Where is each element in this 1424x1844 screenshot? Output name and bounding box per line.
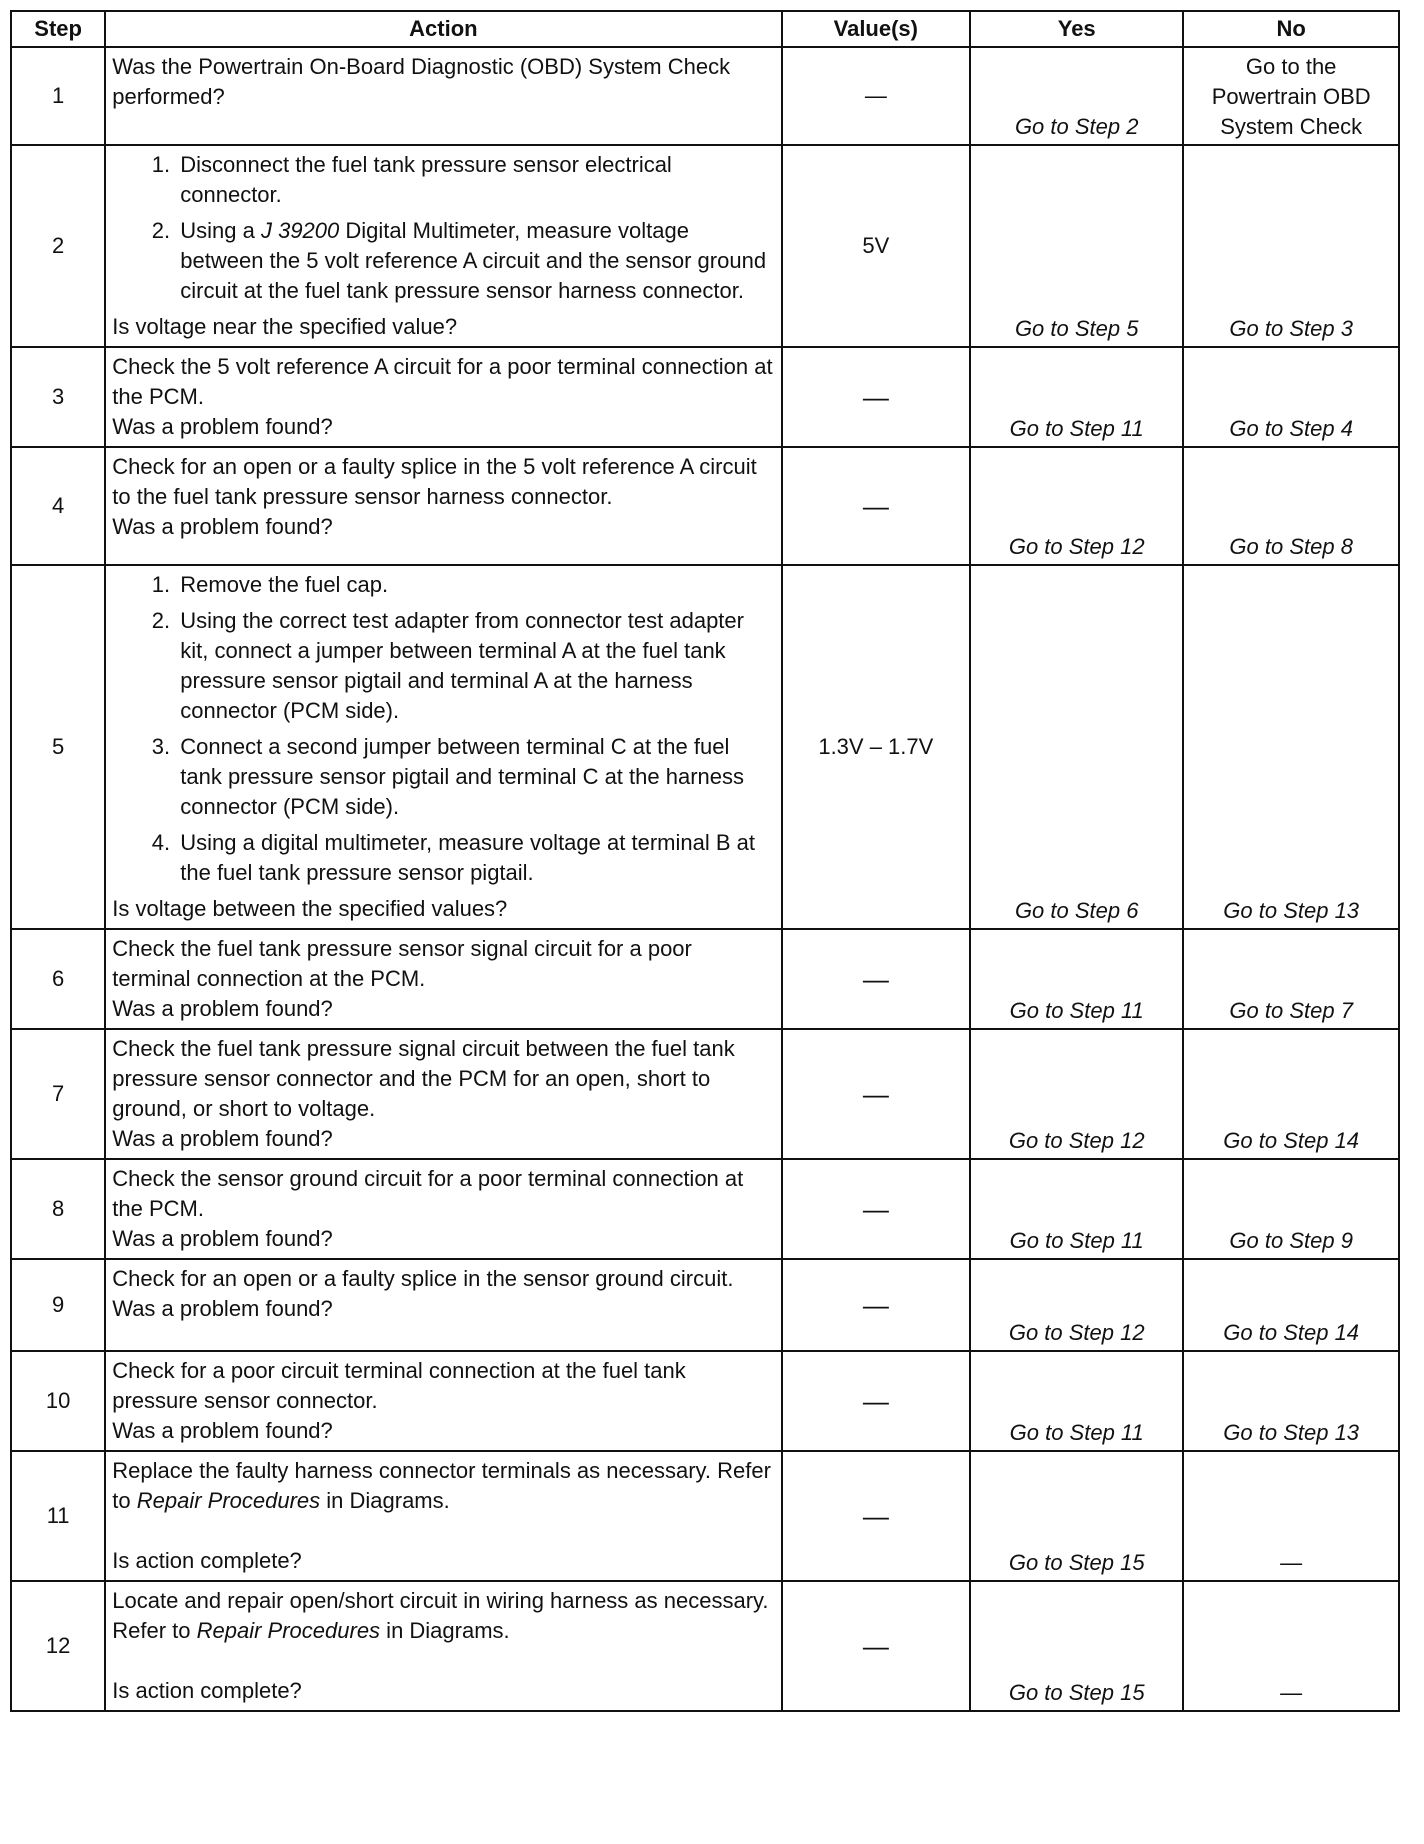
no-cell: — <box>1183 1581 1399 1711</box>
question-text: Was a problem found? <box>112 1126 333 1151</box>
yes-cell: Go to Step 12 <box>970 1029 1183 1159</box>
value-cell: — <box>782 1259 971 1351</box>
step-number: 9 <box>11 1259 105 1351</box>
action-text: Check the fuel tank pressure sensor signal circuit for a poor terminal connection at the PCM. <box>112 936 692 991</box>
diagnostic-table <box>10 10 1400 1712</box>
reference-title: Repair Procedures <box>136 1488 321 1513</box>
reference-title: Repair Procedures <box>196 1618 381 1643</box>
table-row <box>11 47 1399 145</box>
no-cell: Go to Step 4 <box>1183 347 1399 447</box>
step-number: 5 <box>11 565 105 929</box>
table-row <box>11 1451 1399 1581</box>
question-text: Is action complete? <box>112 1548 302 1573</box>
header-row <box>11 11 1399 47</box>
value-cell: — <box>782 1159 971 1259</box>
step-number: 1 <box>11 47 105 145</box>
action-text-part: in Diagrams. <box>380 1618 510 1643</box>
step-number: 2 <box>11 145 105 347</box>
action-text-part: in Diagrams. <box>320 1488 450 1513</box>
question-text: Was a problem found? <box>112 1226 333 1251</box>
step-number: 6 <box>11 929 105 1029</box>
table-row <box>11 1159 1399 1259</box>
list-item: 1. Remove the fuel cap. <box>176 570 774 600</box>
table-row <box>11 1351 1399 1451</box>
value-cell: — <box>782 929 971 1029</box>
no-cell: Go to Step 13 <box>1183 565 1399 929</box>
action-text: Check for an open or a faulty splice in the sensor ground circuit. <box>112 1266 734 1291</box>
value-cell: — <box>782 1029 971 1159</box>
no-cell: Go to Step 9 <box>1183 1159 1399 1259</box>
no-line: Go to the <box>1245 54 1337 79</box>
action-list <box>112 150 774 306</box>
action-cell <box>105 1159 781 1259</box>
step-number: 8 <box>11 1159 105 1259</box>
action-list <box>112 570 774 888</box>
table-row <box>11 565 1399 929</box>
yes-cell: Go to Step 2 <box>970 47 1183 145</box>
question-text: Was a problem found? <box>112 414 333 439</box>
header-action: Action <box>105 11 781 47</box>
list-item: 3. Connect a second jumper between terminal C at the fuel tank pressure sensor pigtail and terminal C at the harness connector (PCM side). <box>176 732 774 822</box>
question-text: Is voltage between the specified values? <box>112 896 508 921</box>
action-cell <box>105 1581 781 1711</box>
action-text: Check for an open or a faulty splice in the 5 volt reference A circuit to the fuel tank pressure sensor harness connector. <box>112 454 757 509</box>
header-step: Step <box>11 11 105 47</box>
step-number: 4 <box>11 447 105 565</box>
no-cell: Go to Step 3 <box>1183 145 1399 347</box>
no-cell: — <box>1183 1451 1399 1581</box>
action-text-part: Locate and repair open/short circuit in wiring harness as necessary. Refer to <box>112 1588 769 1643</box>
no-cell: Go to Step 13 <box>1183 1351 1399 1451</box>
action-text: Check for a poor circuit terminal connection at the fuel tank pressure sensor connector. <box>112 1358 686 1413</box>
action-text <box>112 1586 774 1646</box>
action-cell <box>105 1259 781 1351</box>
no-cell: Go to Step 14 <box>1183 1029 1399 1159</box>
list-item <box>176 216 774 306</box>
table-row <box>11 1581 1399 1711</box>
yes-cell: Go to Step 15 <box>970 1451 1183 1581</box>
action-text: Was the Powertrain On-Board Diagnostic (OBD) System Check performed? <box>112 54 731 109</box>
value-cell: — <box>782 1351 971 1451</box>
list-item: 4. Using a digital multimeter, measure voltage at terminal B at the fuel tank pressure sensor pigtail. <box>176 828 774 888</box>
table-row <box>11 347 1399 447</box>
tool-name: J 39200 <box>260 218 340 243</box>
no-line: System Check <box>1220 114 1363 139</box>
value-cell: — <box>782 347 971 447</box>
list-item-text: Using a <box>180 218 261 243</box>
value-cell: — <box>782 447 971 565</box>
action-text: Check the 5 volt reference A circuit for a poor terminal connection at the PCM. <box>112 354 773 409</box>
yes-cell: Go to Step 5 <box>970 145 1183 347</box>
table-row <box>11 929 1399 1029</box>
no-cell <box>1183 47 1399 145</box>
action-cell <box>105 1451 781 1581</box>
list-item: 1. Disconnect the fuel tank pressure sensor electrical connector. <box>176 150 774 210</box>
yes-cell: Go to Step 11 <box>970 1351 1183 1451</box>
action-cell <box>105 1029 781 1159</box>
question-text: Was a problem found? <box>112 1296 333 1321</box>
action-text: Check the fuel tank pressure signal circuit between the fuel tank pressure sensor connector and the PCM for an open, short to ground, or short to voltage. <box>112 1036 735 1121</box>
action-cell <box>105 447 781 565</box>
step-number: 10 <box>11 1351 105 1451</box>
yes-cell: Go to Step 6 <box>970 565 1183 929</box>
step-number: 3 <box>11 347 105 447</box>
action-text-part: Replace the faulty harness connector terminals as necessary. Refer to <box>112 1458 771 1513</box>
no-line: Powertrain OBD <box>1211 84 1371 109</box>
yes-cell: Go to Step 12 <box>970 1259 1183 1351</box>
header-values: Value(s) <box>782 11 971 47</box>
table-row <box>11 1029 1399 1159</box>
action-cell <box>105 565 781 929</box>
action-cell <box>105 47 781 145</box>
list-item-text: Digital Multimeter, measure voltage between the 5 volt reference A circuit and the sensor ground circuit at the fuel tank pressure sensor harness connector. <box>180 218 767 303</box>
value-cell: 5V <box>782 145 971 347</box>
value-cell: — <box>782 1581 971 1711</box>
step-number: 11 <box>11 1451 105 1581</box>
no-cell: Go to Step 7 <box>1183 929 1399 1029</box>
step-number: 7 <box>11 1029 105 1159</box>
header-yes: Yes <box>970 11 1183 47</box>
table-row <box>11 1259 1399 1351</box>
step-number: 12 <box>11 1581 105 1711</box>
table-row <box>11 447 1399 565</box>
action-text: Check the sensor ground circuit for a poor terminal connection at the PCM. <box>112 1166 744 1221</box>
list-item: 2. Using the correct test adapter from connector test adapter kit, connect a jumper between terminal A at the fuel tank pressure sensor pigtail and terminal A at the harness connector (PCM side). <box>176 606 774 726</box>
no-cell: Go to Step 8 <box>1183 447 1399 565</box>
value-cell: — <box>782 1451 971 1581</box>
yes-cell: Go to Step 15 <box>970 1581 1183 1711</box>
no-cell: Go to Step 14 <box>1183 1259 1399 1351</box>
question-text: Was a problem found? <box>112 1418 333 1443</box>
value-cell: — <box>782 47 971 145</box>
yes-cell: Go to Step 11 <box>970 929 1183 1029</box>
action-cell <box>105 929 781 1029</box>
action-cell <box>105 347 781 447</box>
yes-cell: Go to Step 11 <box>970 1159 1183 1259</box>
action-cell <box>105 145 781 347</box>
action-text <box>112 1456 774 1516</box>
question-text: Is action complete? <box>112 1678 302 1703</box>
question-text: Is voltage near the specified value? <box>112 314 458 339</box>
value-cell: 1.3V – 1.7V <box>782 565 971 929</box>
header-no: No <box>1183 11 1399 47</box>
action-cell <box>105 1351 781 1451</box>
yes-cell: Go to Step 12 <box>970 447 1183 565</box>
question-text: Was a problem found? <box>112 514 333 539</box>
yes-cell: Go to Step 11 <box>970 347 1183 447</box>
table-row <box>11 145 1399 347</box>
question-text: Was a problem found? <box>112 996 333 1021</box>
